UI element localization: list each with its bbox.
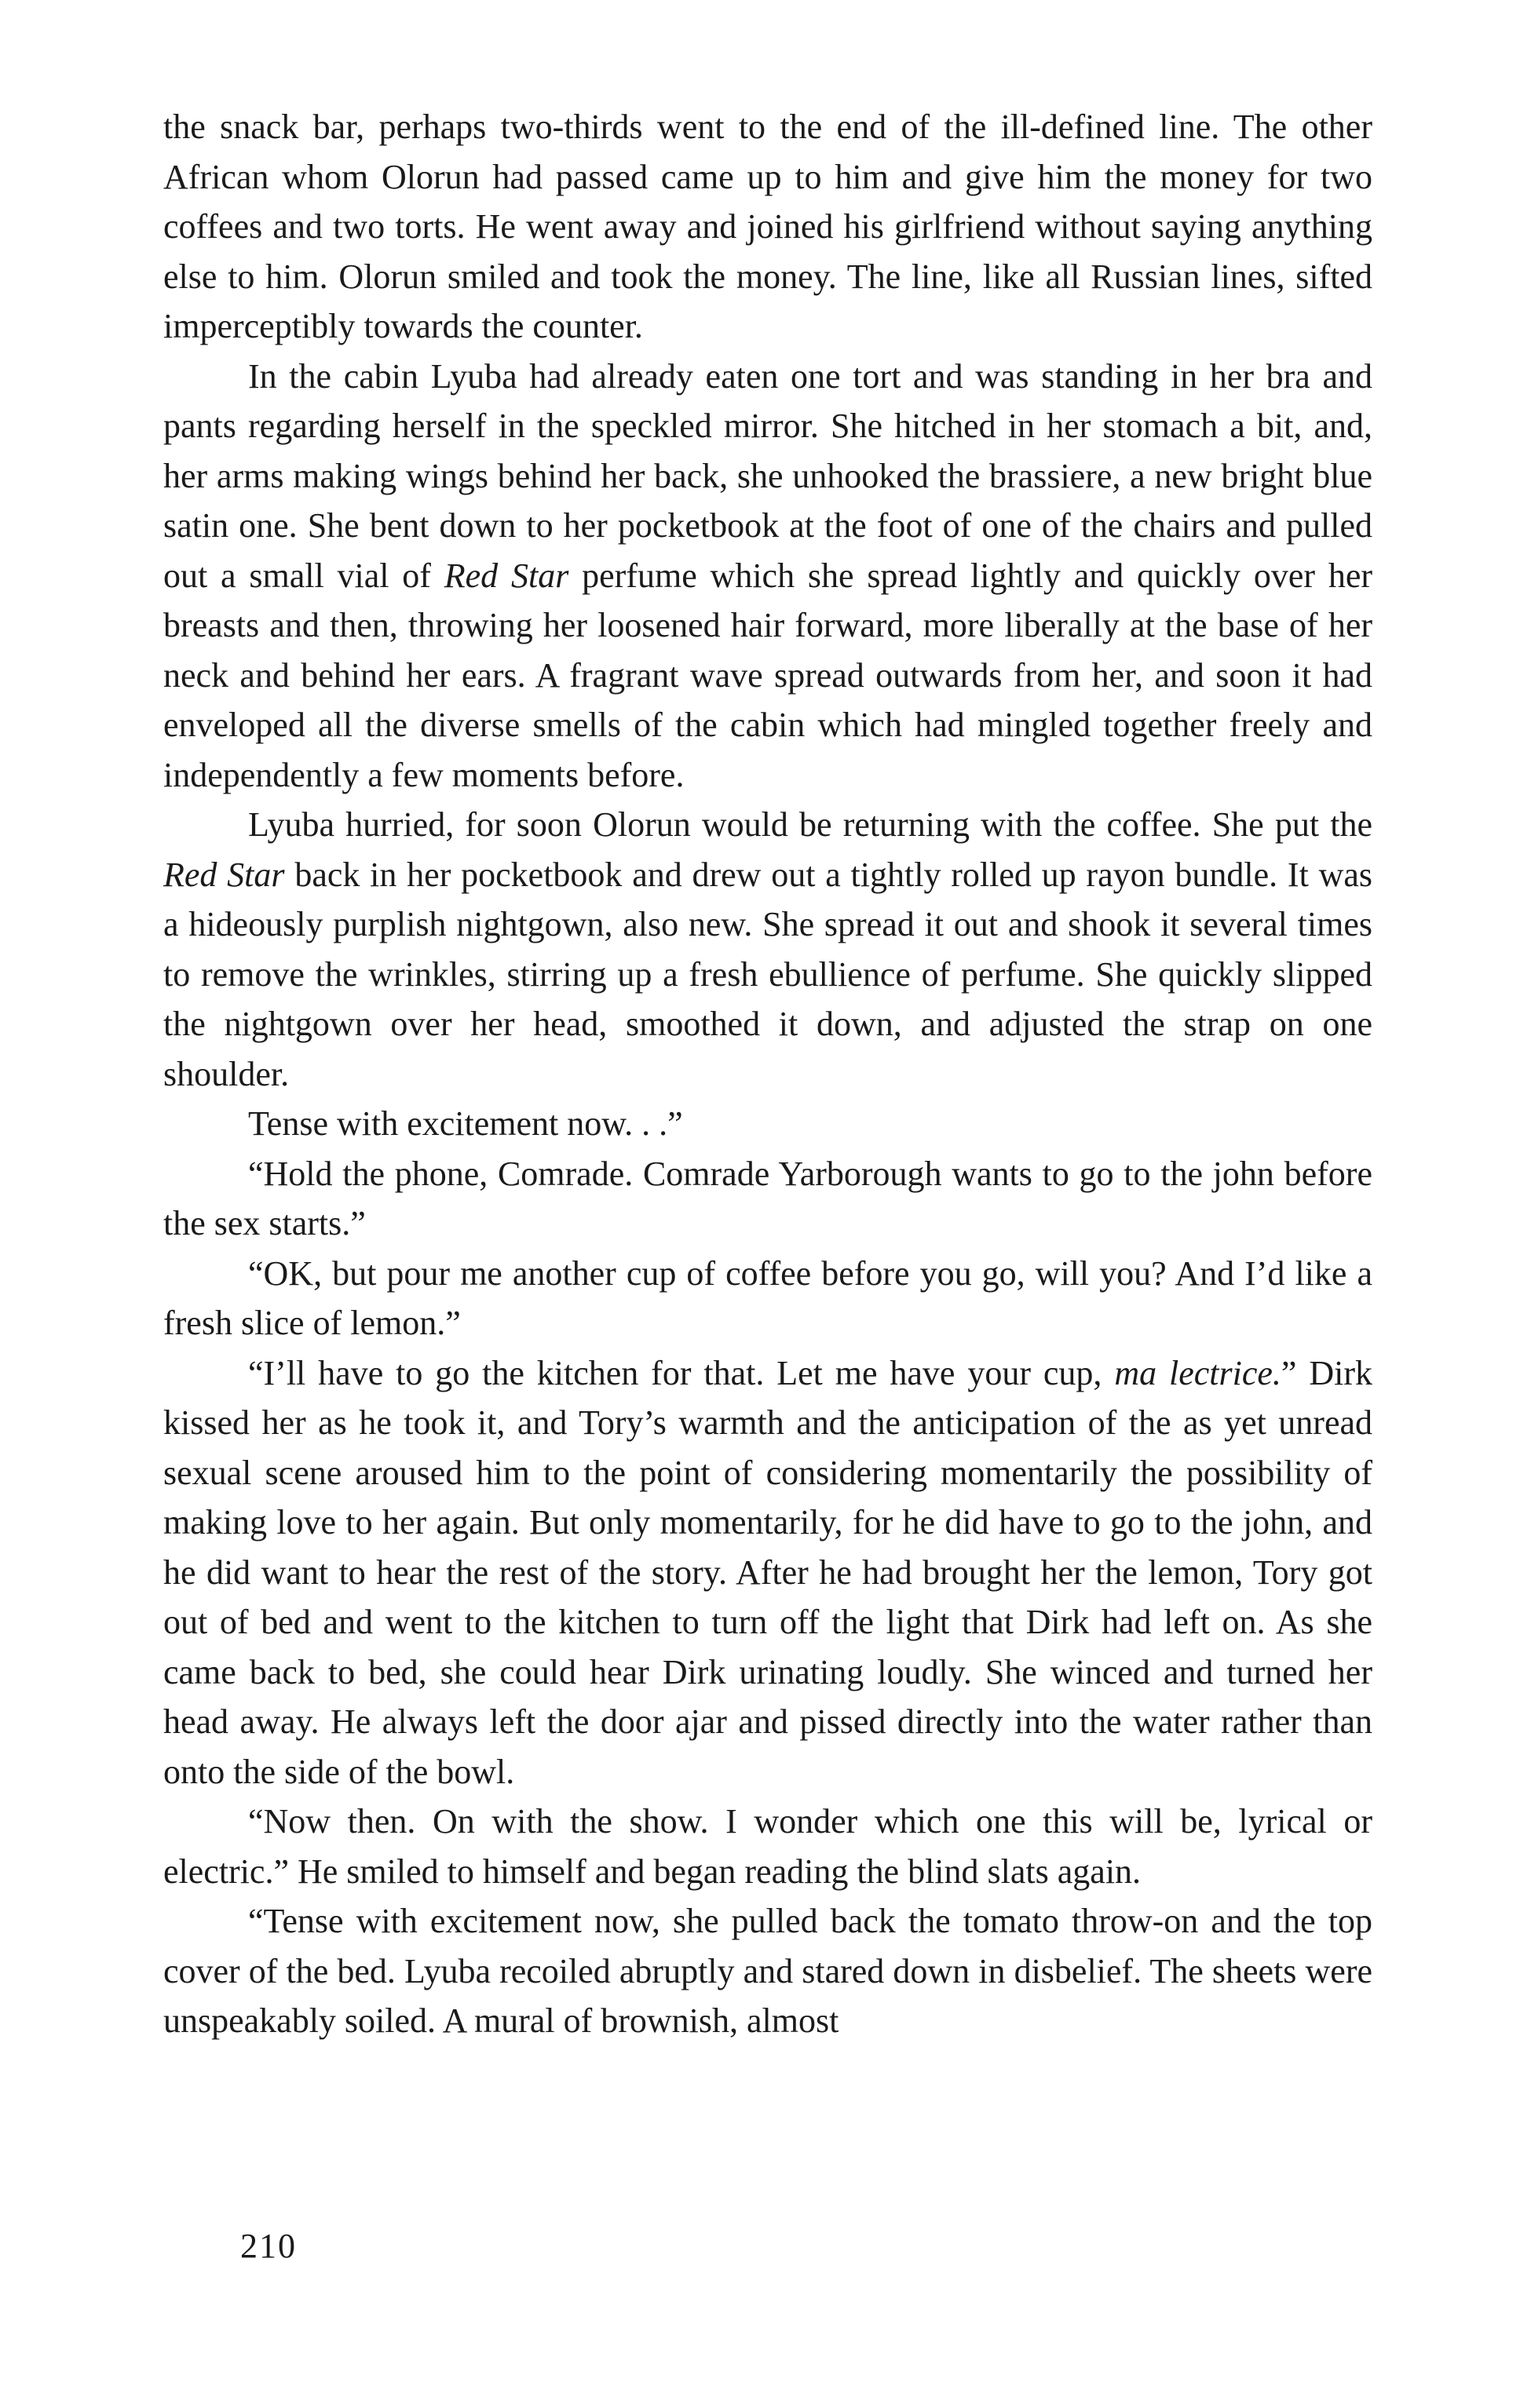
body-text bbox=[163, 102, 1372, 2046]
text-run: perfume which she spread lightly and quickly over her breasts and then, throwing her loosened hair forward, more liberally at the base of her neck and behind her ears. A fragrant wave spread outwards from her, and soon it had enveloped all the diverse smells of the cabin which had mingled together freely and independently a few moments before. bbox=[163, 556, 1373, 794]
text-run: “I’ll have to go the kitchen for that. Let me have your cup, bbox=[248, 1353, 1115, 1392]
paragraph bbox=[163, 800, 1372, 1099]
text-run: the snack bar, perhaps two-thirds went to the end of the ill-defined line. The other African whom Olorun had passed came up to him and give him the money for two coffees and two torts. He went away and joined his girlfriend without saying anything else to him. Olorun smiled and took the money. The line, like all Russian lines, sifted imperceptibly towards the counter. bbox=[163, 108, 1372, 345]
text-run: In the cabin Lyuba had already eaten one tort and was standing in her bra and pants regarding herself in the speckled mirror. She hitched in her stomach a bit, and, her arms making wings behind her back, she unhooked the brassiere, a new bright blue satin one. She bent down to her pocketbook at the foot of one of the chairs and pulled out a small vial of bbox=[163, 356, 1372, 595]
paragraph bbox=[163, 1249, 1372, 1348]
italic-text: Red Star bbox=[444, 556, 569, 595]
paragraph bbox=[163, 352, 1372, 801]
paragraph bbox=[163, 1797, 1372, 1896]
text-run: back in her pocketbook and drew out a tightly rolled up rayon bundle. It was a hideously purplish nightgown, also new. She spread it out and shook it several times to remove the wrinkles, stirring up a fresh ebullience of perfume. She quickly slipped the nightgown over her head, smoothed it down, and adjusted the strap on one shoulder. bbox=[163, 855, 1372, 1093]
italic-text: ma lectrice. bbox=[1114, 1353, 1281, 1392]
text-run: ” Dirk kissed her as he took it, and Tory’s warmth and the anticipation of the as yet unread sexual scene aroused him to the point of considering momentarily the possibility of making love to her again. But only momentarily, for he did have to go to the john, and he did want to hear the rest of the story. After he had brought her the lemon, Tory got out of bed and went to the kitchen to turn off the light that Dirk had left on. As she came back to bed, she could hear Dirk urinating loudly. She winced and turned her head away. He always left the door ajar and pissed directly into the water rather than onto the side of the bowl. bbox=[163, 1353, 1372, 1791]
paragraph bbox=[163, 1896, 1372, 2046]
paragraph bbox=[163, 1149, 1372, 1249]
paragraph bbox=[163, 1099, 1372, 1149]
text-run: Tense with excitement now. . .” bbox=[248, 1104, 683, 1143]
paragraph bbox=[163, 102, 1372, 352]
text-run: “OK, but pour me another cup of coffee before you go, will you? And I’d like a fresh slice of lemon.” bbox=[163, 1253, 1372, 1342]
text-run: Lyuba hurried, for soon Olorun would be returning with the coffee. She put the bbox=[248, 805, 1372, 844]
text-run: “Tense with excitement now, she pulled back the tomato throw-on and the top cover of the bed. Lyuba recoiled abruptly and stared down in disbelief. The sheets were unspeakably soiled. A mural of brownish, almost bbox=[163, 1902, 1372, 2040]
page-number: 210 bbox=[240, 2227, 297, 2265]
text-run: “Hold the phone, Comrade. Comrade Yarborough wants to go to the john before the sex starts.” bbox=[163, 1154, 1372, 1242]
italic-text: Red Star bbox=[163, 855, 285, 894]
text-run: “Now then. On with the show. I wonder which one this will be, lyrical or electric.” He smiled to himself and began reading the blind slats again. bbox=[163, 1802, 1372, 1891]
paragraph bbox=[163, 1348, 1372, 1797]
